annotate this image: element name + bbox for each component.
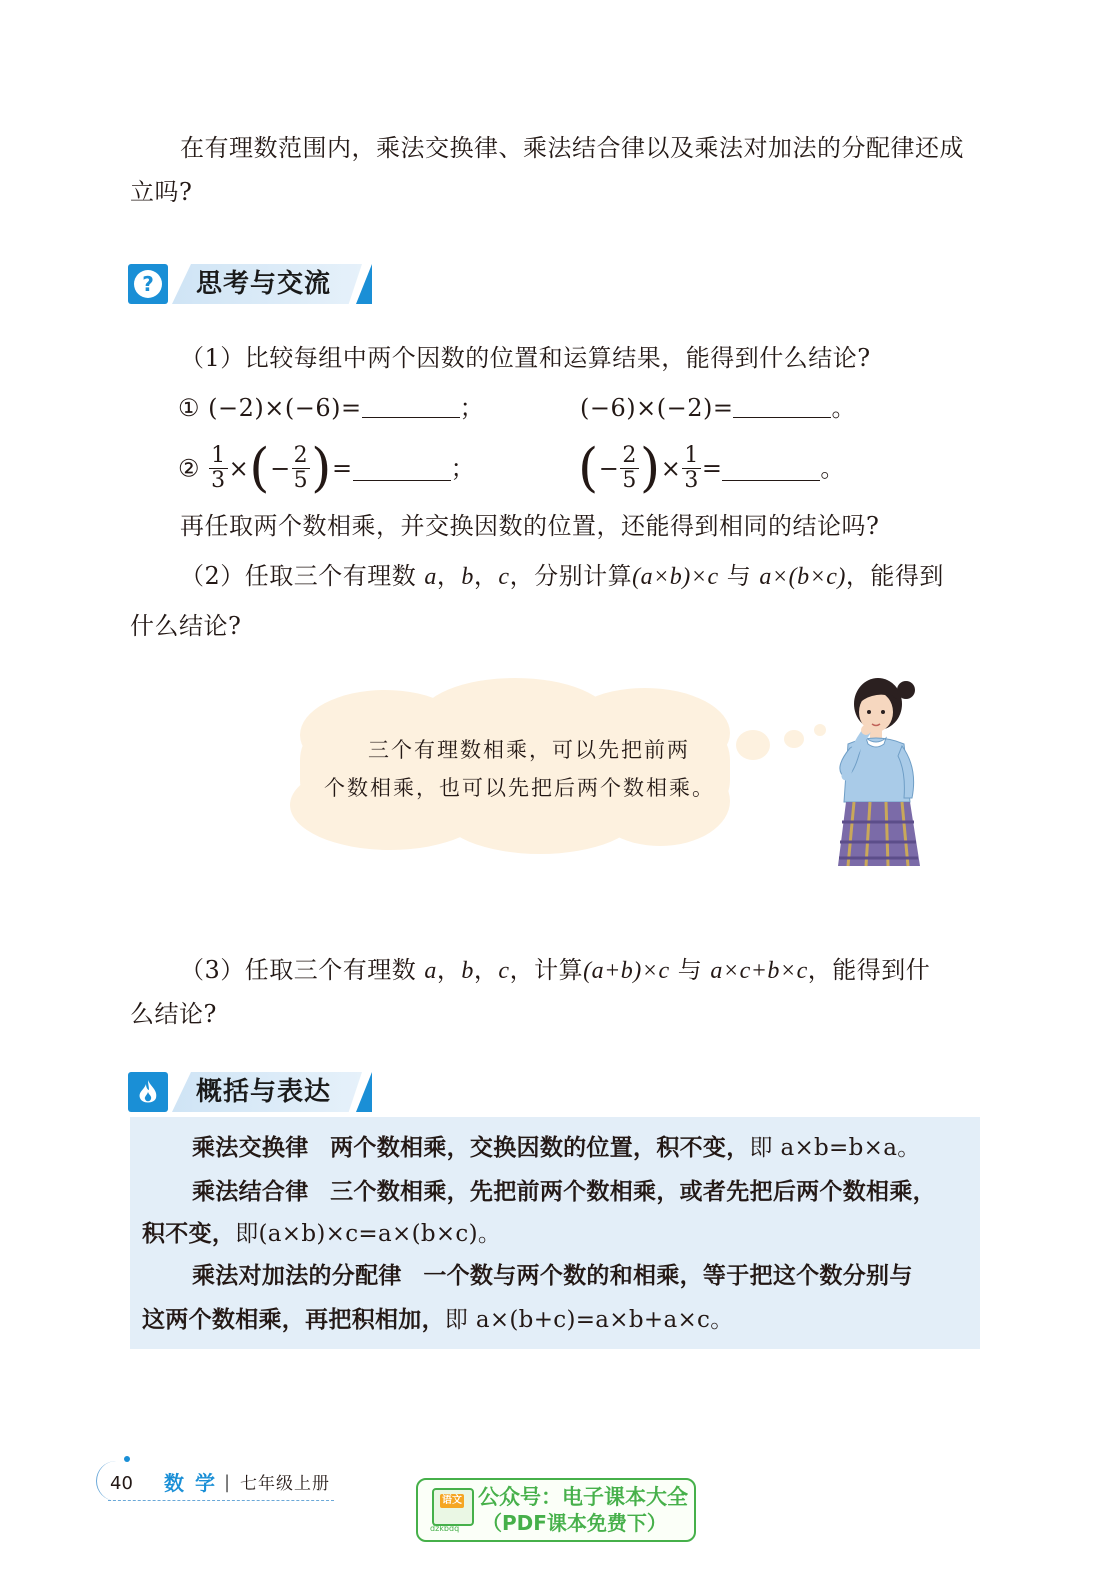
section-header-summary	[128, 1072, 378, 1114]
question-cycle-icon: ?	[134, 270, 162, 298]
thought-bubble-dot	[814, 724, 826, 736]
q2-line-2: 什么结论?	[130, 612, 242, 640]
page-number: 40	[110, 1473, 133, 1494]
q1-prompt	[180, 336, 871, 380]
row1-left-expr: (−2)×(−6)=	[208, 394, 362, 422]
answer-blank	[362, 393, 460, 418]
fraction-two-fifths: $\frac{2}{5}$	[622, 443, 637, 493]
law-text: 积不变，	[142, 1221, 236, 1247]
logo-label: 语文	[442, 1495, 462, 1506]
left-paren: (	[249, 438, 271, 499]
law-formula: 即 a×(b+c)=a×b+a×c。	[444, 1307, 734, 1333]
var-c: c	[498, 564, 510, 590]
intro-line-2: 立吗?	[130, 178, 193, 206]
q2-expr-1: (a×b)×c	[632, 564, 719, 590]
law-commutative	[192, 1126, 921, 1170]
row2-left-end: ；	[450, 454, 476, 483]
law-name: 乘法交换律	[192, 1135, 309, 1161]
q3-mid: 与	[677, 956, 703, 984]
law-text: 两个数相乘，交换因数的位置，积不变，	[330, 1135, 750, 1161]
intro-line-1: 在有理数范围内，乘法交换律、乘法结合律以及乘法对加法的分配律还成	[180, 134, 964, 162]
law-formula: 即 a×b=b×a。	[749, 1135, 921, 1161]
comma: ，	[473, 562, 499, 590]
var-c: c	[498, 958, 510, 984]
var-a: a	[424, 564, 437, 590]
q1-row2-right	[578, 438, 845, 499]
thought-text-line-2: 个数相乘，也可以先把后两个数相乘。	[324, 776, 715, 800]
law-text: 这两个数相乘，再把积相加，	[142, 1307, 445, 1333]
footer-grade: 七年级上册	[240, 1474, 330, 1494]
minus-sign: −	[270, 454, 291, 483]
fraction-one-third: $\frac{1}{3}$	[684, 443, 699, 493]
law-associative-cont	[142, 1212, 501, 1256]
watermark-line-1: 公众号：电子课本大全	[478, 1485, 688, 1509]
comma: ，	[509, 956, 535, 984]
q3-expr-1: (a+b)×c	[583, 958, 670, 984]
section-icon-box	[128, 264, 168, 304]
law-distributive-cont	[142, 1298, 734, 1342]
thought-bubble-dot	[784, 730, 804, 748]
answer-blank	[353, 456, 451, 481]
watermark-badge	[416, 1478, 696, 1542]
row1-right-end: 。	[831, 394, 856, 422]
var-b: b	[461, 958, 474, 984]
q2-expr-2: a×(b×c)	[759, 564, 846, 590]
section-header-think	[128, 264, 378, 306]
equals-sign: =	[331, 454, 353, 483]
row2-right-end: 。	[820, 454, 845, 483]
q2-line-1	[180, 554, 944, 599]
footer-separator: |	[224, 1472, 231, 1493]
minus-sign: −	[598, 454, 620, 483]
left-paren: (	[578, 438, 599, 499]
row2-mark: ②	[178, 454, 201, 483]
q1-row1-left	[178, 386, 484, 430]
law-associative	[192, 1170, 936, 1214]
section-title: 概括与表达	[196, 1077, 332, 1107]
logo-small-text: dzkbdq	[430, 1524, 460, 1533]
row1-mark: ①	[178, 394, 201, 422]
thought-bubble-dot	[736, 730, 770, 760]
q2-label: （2）	[180, 562, 245, 590]
law-text: 一个数与两个数的和相乘，等于把这个数分别与	[423, 1263, 913, 1289]
q3-expr-2: a×c+b×c	[710, 958, 808, 984]
q1-row2-left	[178, 438, 476, 499]
flame-icon	[136, 1078, 160, 1106]
comma: ，	[436, 956, 462, 984]
watermark-line-2: （PDF课本免费下）	[482, 1511, 667, 1535]
law-text: 三个数相乘，先把前两个数相乘，或者先把后两个数相乘，	[330, 1179, 936, 1205]
fraction-two-fifths: $\frac{2}{5}$	[293, 443, 309, 493]
q3-line-2: 么结论?	[130, 1000, 217, 1028]
thought-text-line-1: 三个有理数相乘，可以先把前两	[368, 738, 690, 762]
section-title: 思考与交流	[196, 269, 332, 299]
q3-line-1	[180, 948, 930, 993]
q1-followup: 再任取两个数相乘，并交换因数的位置，还能得到相同的结论吗?	[180, 512, 880, 540]
times-sign: ×	[660, 454, 682, 483]
law-formula: 即(a×b)×c=a×(b×c)。	[235, 1221, 502, 1247]
q2-part1: 任取三个有理数	[244, 562, 417, 590]
comma: ，	[436, 562, 462, 590]
comma: ，	[473, 956, 499, 984]
footer-subject: 数 学	[164, 1471, 217, 1495]
q3-part3: ，能得到什	[807, 956, 931, 984]
equals-sign: =	[701, 454, 723, 483]
law-distributive	[192, 1254, 913, 1298]
girl-illustration	[826, 672, 930, 872]
comma: ，	[509, 562, 535, 590]
answer-blank	[733, 393, 831, 418]
q1-text: 比较每组中两个因数的位置和运算结果，能得到什么结论?	[244, 344, 871, 372]
q3-label: （3）	[180, 956, 245, 984]
q3-part2: 计算	[534, 956, 584, 984]
section-icon-box	[128, 1072, 168, 1112]
q2-part2: 分别计算	[534, 562, 633, 590]
var-b: b	[461, 564, 474, 590]
var-a: a	[424, 958, 437, 984]
row1-left-end: ；	[459, 394, 485, 422]
law-name: 乘法结合律	[192, 1179, 309, 1205]
right-paren: )	[639, 438, 661, 499]
fraction-one-third: $\frac{1}{3}$	[211, 443, 226, 493]
q2-mid: 与	[726, 562, 752, 590]
footer-rule	[108, 1500, 334, 1501]
q1-label: （1）	[180, 344, 245, 372]
row1-right-expr: (−6)×(−2)=	[580, 394, 734, 422]
q2-part3: ，能得到	[845, 562, 944, 590]
answer-blank	[722, 456, 820, 481]
times-sign: ×	[228, 454, 250, 483]
q3-part1: 任取三个有理数	[244, 956, 417, 984]
book-logo-icon	[432, 1488, 474, 1526]
right-paren: )	[311, 438, 332, 499]
law-name: 乘法对加法的分配律	[192, 1263, 402, 1289]
q1-row1-right	[580, 386, 856, 430]
